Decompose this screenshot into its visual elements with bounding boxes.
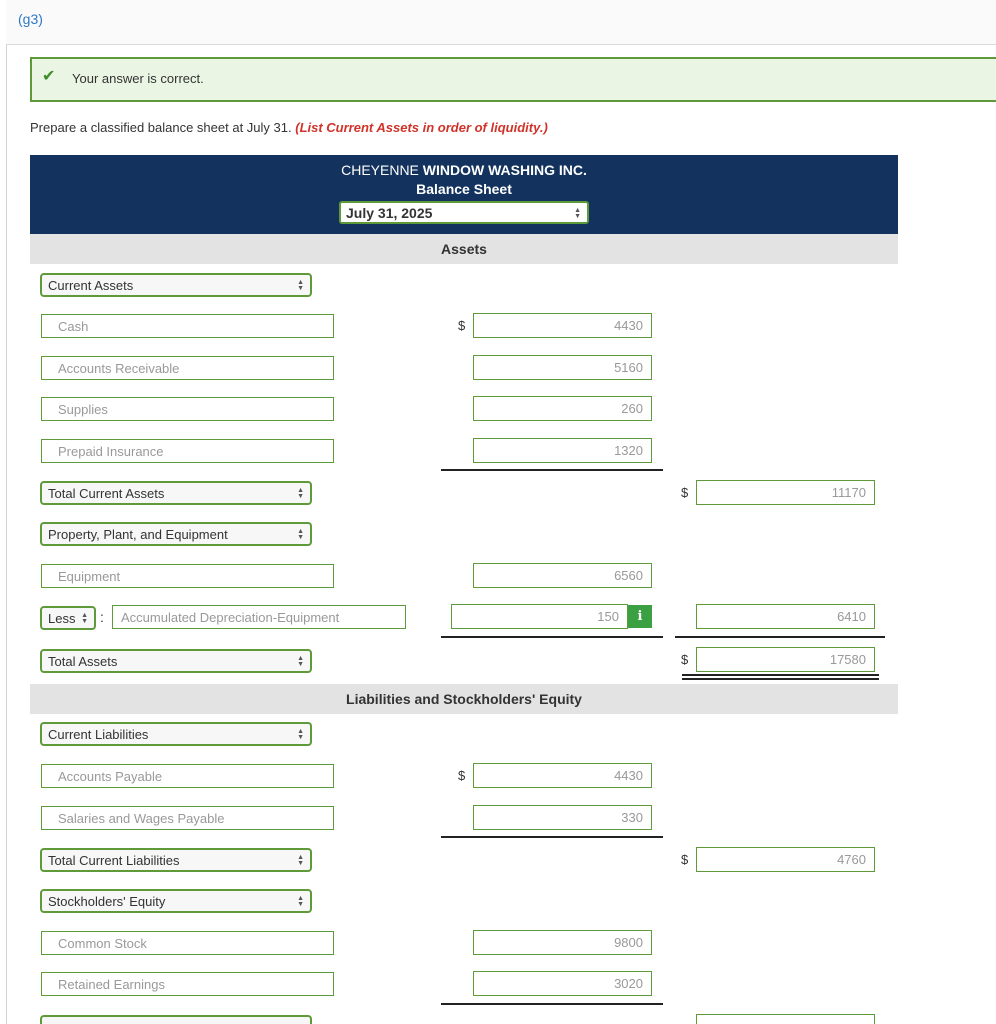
statement-title: Balance Sheet bbox=[416, 181, 512, 197]
question-label: (g3) bbox=[18, 11, 43, 27]
total-assets-select[interactable] bbox=[40, 649, 312, 673]
liabilities-equity-section-heading: Liabilities and Stockholders' Equity bbox=[30, 684, 898, 714]
stockholders-equity-select[interactable] bbox=[40, 889, 312, 913]
separator: : bbox=[100, 609, 104, 625]
equipment-amount-input[interactable]: 6560 bbox=[473, 563, 652, 588]
checkmark-icon: ✔ bbox=[42, 68, 56, 85]
retained-earnings-amount-input[interactable]: 3020 bbox=[473, 971, 652, 996]
currency-symbol: $ bbox=[458, 318, 466, 333]
assets-section-heading: Assets bbox=[30, 234, 898, 264]
select-arrows-icon: ▲ ▼ bbox=[297, 528, 304, 541]
info-icon[interactable]: i bbox=[628, 605, 652, 628]
equipment-label-field[interactable]: Equipment bbox=[41, 564, 334, 588]
select-arrows-icon: ▲ ▼ bbox=[297, 279, 304, 292]
total-current-assets-select-value: Total Current Assets bbox=[48, 486, 165, 501]
ppe-select-value: Property, Plant, and Equipment bbox=[48, 527, 228, 542]
total-current-liabilities-select[interactable] bbox=[40, 848, 312, 872]
instructions-text: Prepare a classified balance sheet at July 31. bbox=[30, 120, 292, 135]
supplies-label-field[interactable]: Supplies bbox=[41, 397, 334, 421]
prepaid-insurance-amount-input[interactable]: 1320 bbox=[473, 438, 652, 463]
total-current-assets-amount-input[interactable]: 11170 bbox=[696, 480, 875, 505]
total-assets-amount-input[interactable]: 17580 bbox=[696, 647, 875, 672]
ppe-select[interactable] bbox=[40, 522, 312, 546]
question-header bbox=[6, 0, 996, 45]
select-arrows-icon: ▲ ▼ bbox=[297, 895, 304, 908]
select-arrows-icon: ▲ ▼ bbox=[297, 854, 304, 867]
select-arrows-icon: ▲ ▼ bbox=[297, 655, 304, 668]
subtotal-rule bbox=[441, 636, 663, 638]
select-arrows-icon: ▲ ▼ bbox=[574, 207, 581, 220]
company-name bbox=[30, 162, 898, 178]
total-stockholders-equity-select[interactable] bbox=[40, 1015, 312, 1024]
subtotal-rule bbox=[441, 469, 663, 471]
total-current-liabilities-amount-input[interactable]: 4760 bbox=[696, 847, 875, 872]
salaries-wages-payable-label-field[interactable]: Salaries and Wages Payable bbox=[41, 806, 334, 830]
retained-earnings-label-field[interactable]: Retained Earnings bbox=[41, 972, 334, 996]
supplies-amount-input[interactable]: 260 bbox=[473, 396, 652, 421]
net-equipment-amount-input[interactable]: 6410 bbox=[696, 604, 875, 629]
currency-symbol: $ bbox=[458, 768, 466, 783]
select-arrows-icon: ▲ ▼ bbox=[81, 612, 88, 625]
feedback-text: Your answer is correct. bbox=[72, 71, 204, 86]
accounts-receivable-amount-input[interactable]: 5160 bbox=[473, 355, 652, 380]
cash-label-field[interactable]: Cash bbox=[41, 314, 334, 338]
instructions-emphasis: (List Current Assets in order of liquidity.) bbox=[295, 120, 548, 135]
instructions bbox=[30, 120, 548, 135]
prepaid-insurance-label-field[interactable]: Prepaid Insurance bbox=[41, 439, 334, 463]
subtotal-rule bbox=[441, 836, 663, 838]
double-rule-top bbox=[682, 674, 879, 676]
accounts-payable-label-field[interactable]: Accounts Payable bbox=[41, 764, 334, 788]
current-liabilities-select-value: Current Liabilities bbox=[48, 727, 149, 742]
less-operator-select[interactable] bbox=[40, 606, 96, 630]
total-current-assets-select[interactable] bbox=[40, 481, 312, 505]
less-operator-value: Less bbox=[48, 611, 76, 626]
common-stock-label-field[interactable]: Common Stock bbox=[41, 931, 334, 955]
select-arrows-icon: ▲ ▼ bbox=[297, 728, 304, 741]
accounts-payable-amount-input[interactable]: 4430 bbox=[473, 763, 652, 788]
date-select-value: July 31, 2025 bbox=[346, 205, 433, 221]
common-stock-amount-input[interactable]: 9800 bbox=[473, 930, 652, 955]
cash-amount-input[interactable]: 4430 bbox=[473, 313, 652, 338]
current-liabilities-select[interactable] bbox=[40, 722, 312, 746]
salaries-wages-payable-amount-input[interactable]: 330 bbox=[473, 805, 652, 830]
total-stockholders-equity-amount-input[interactable] bbox=[696, 1014, 875, 1024]
date-select[interactable] bbox=[339, 201, 589, 224]
accumulated-depreciation-label-field[interactable]: Accumulated Depreciation-Equipment bbox=[112, 605, 406, 629]
subtotal-rule bbox=[675, 636, 885, 638]
current-assets-select-value: Current Assets bbox=[48, 278, 134, 293]
currency-symbol: $ bbox=[681, 852, 689, 867]
total-assets-select-value: Total Assets bbox=[48, 654, 118, 669]
company-prefix: CHEYENNE bbox=[341, 162, 419, 178]
currency-symbol: $ bbox=[681, 652, 689, 667]
stockholders-equity-select-value: Stockholders' Equity bbox=[48, 894, 166, 909]
total-current-liabilities-select-value: Total Current Liabilities bbox=[48, 853, 180, 868]
accounts-receivable-label-field[interactable]: Accounts Receivable bbox=[41, 356, 334, 380]
subtotal-rule bbox=[441, 1003, 663, 1005]
double-rule-bottom bbox=[682, 678, 879, 680]
currency-symbol: $ bbox=[681, 485, 689, 500]
current-assets-select[interactable] bbox=[40, 273, 312, 297]
select-arrows-icon: ▲ ▼ bbox=[297, 487, 304, 500]
accumulated-depreciation-amount-input[interactable]: 150 bbox=[451, 604, 628, 629]
company-name-text: WINDOW WASHING INC. bbox=[422, 162, 587, 178]
